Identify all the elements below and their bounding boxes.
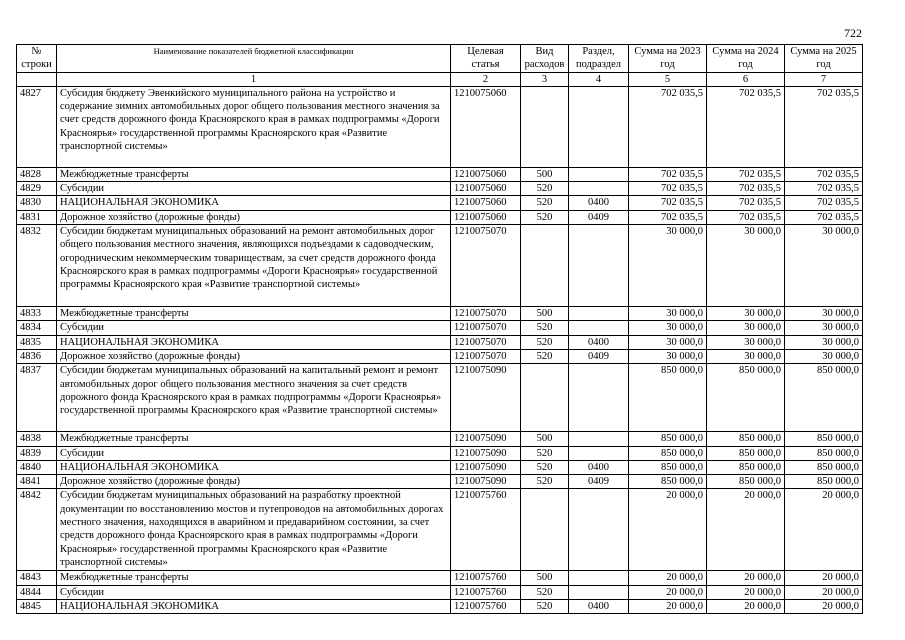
sum-2025: 702 035,5 <box>785 182 863 196</box>
row-number: 4830 <box>17 196 57 210</box>
header-sum-2024: Сумма на 2024 год <box>707 45 785 73</box>
sum-2024: 20 000,0 <box>707 600 785 614</box>
row-number: 4839 <box>17 446 57 460</box>
column-number: 4 <box>569 72 629 86</box>
target-article: 1210075060 <box>451 167 521 181</box>
table-row <box>17 600 863 614</box>
target-article: 1210075090 <box>451 460 521 474</box>
section-code <box>569 446 629 460</box>
expense-type: 520 <box>521 460 569 474</box>
indicator-name: Субсидии бюджетам муниципальных образований на разработку проектной документации по восстановлению мостов и путепроводов на автомобильных дорогах местного значения, находящихся в аварийном и предаварийном состоянии, за счет средств дорожного фонда Красноярского края в рамках подпрограммы «Дороги Красноярья» государственной программы Красноярского края «Развитие транспортной системы» <box>57 489 451 571</box>
row-number: 4832 <box>17 225 57 307</box>
sum-2023: 850 000,0 <box>629 446 707 460</box>
sum-2025: 20 000,0 <box>785 585 863 599</box>
sum-2025: 30 000,0 <box>785 225 863 307</box>
sum-2023: 20 000,0 <box>629 585 707 599</box>
table-row <box>17 432 863 446</box>
expense-type <box>521 225 569 307</box>
section-code <box>569 489 629 571</box>
row-number: 4833 <box>17 307 57 321</box>
expense-type: 520 <box>521 196 569 210</box>
section-code: 0400 <box>569 460 629 474</box>
page-number: 722 <box>844 26 862 40</box>
indicator-name: НАЦИОНАЛЬНАЯ ЭКОНОМИКА <box>57 600 451 614</box>
expense-type: 520 <box>521 600 569 614</box>
section-code: 0400 <box>569 335 629 349</box>
sum-2025: 30 000,0 <box>785 335 863 349</box>
table-row <box>17 225 863 307</box>
sum-2024: 702 035,5 <box>707 86 785 167</box>
indicator-name: Субсидии <box>57 182 451 196</box>
indicator-name: Субсидии <box>57 585 451 599</box>
target-article: 1210075760 <box>451 489 521 571</box>
sum-2023: 702 035,5 <box>629 210 707 224</box>
table-row <box>17 571 863 585</box>
header-row <box>17 45 863 73</box>
sum-2025: 20 000,0 <box>785 571 863 585</box>
expense-type <box>521 489 569 571</box>
sum-2025: 850 000,0 <box>785 364 863 432</box>
sum-2023: 20 000,0 <box>629 600 707 614</box>
sum-2024: 850 000,0 <box>707 432 785 446</box>
expense-type: 520 <box>521 446 569 460</box>
indicator-name: Межбюджетные трансферты <box>57 571 451 585</box>
header-expense-type: Вид расходов <box>521 45 569 73</box>
table-row <box>17 321 863 335</box>
header-section: Раздел, подраздел <box>569 45 629 73</box>
column-number: 2 <box>451 72 521 86</box>
sum-2025: 20 000,0 <box>785 489 863 571</box>
sum-2025: 702 035,5 <box>785 196 863 210</box>
sum-2025: 702 035,5 <box>785 167 863 181</box>
sum-2025: 702 035,5 <box>785 86 863 167</box>
expense-type: 520 <box>521 210 569 224</box>
sum-2024: 702 035,5 <box>707 210 785 224</box>
sum-2024: 20 000,0 <box>707 571 785 585</box>
row-number: 4842 <box>17 489 57 571</box>
section-code: 0400 <box>569 196 629 210</box>
sum-2025: 850 000,0 <box>785 432 863 446</box>
indicator-name: Межбюджетные трансферты <box>57 307 451 321</box>
table-row <box>17 585 863 599</box>
sum-2023: 850 000,0 <box>629 432 707 446</box>
sum-2024: 850 000,0 <box>707 460 785 474</box>
header-target-article: Целевая статья <box>451 45 521 73</box>
target-article: 1210075760 <box>451 571 521 585</box>
table-row <box>17 489 863 571</box>
expense-type: 520 <box>521 585 569 599</box>
target-article: 1210075060 <box>451 86 521 167</box>
table-row <box>17 475 863 489</box>
sum-2024: 850 000,0 <box>707 475 785 489</box>
target-article: 1210075090 <box>451 364 521 432</box>
section-code <box>569 225 629 307</box>
sum-2023: 20 000,0 <box>629 571 707 585</box>
sum-2025: 850 000,0 <box>785 475 863 489</box>
indicator-name: Дорожное хозяйство (дорожные фонды) <box>57 349 451 363</box>
sum-2023: 850 000,0 <box>629 460 707 474</box>
target-article: 1210075060 <box>451 182 521 196</box>
sum-2023: 30 000,0 <box>629 307 707 321</box>
sum-2024: 20 000,0 <box>707 585 785 599</box>
expense-type: 500 <box>521 432 569 446</box>
sum-2025: 20 000,0 <box>785 600 863 614</box>
section-code <box>569 585 629 599</box>
table-row <box>17 167 863 181</box>
sum-2024: 702 035,5 <box>707 196 785 210</box>
sum-2023: 850 000,0 <box>629 475 707 489</box>
sum-2024: 30 000,0 <box>707 349 785 363</box>
section-code <box>569 432 629 446</box>
expense-type: 520 <box>521 349 569 363</box>
section-code: 0409 <box>569 475 629 489</box>
table-row <box>17 196 863 210</box>
sum-2023: 702 035,5 <box>629 196 707 210</box>
row-number: 4841 <box>17 475 57 489</box>
sum-2025: 702 035,5 <box>785 210 863 224</box>
row-number: 4844 <box>17 585 57 599</box>
table-row <box>17 335 863 349</box>
indicator-name: Дорожное хозяйство (дорожные фонды) <box>57 210 451 224</box>
sum-2025: 850 000,0 <box>785 460 863 474</box>
row-number: 4836 <box>17 349 57 363</box>
section-code <box>569 86 629 167</box>
target-article: 1210075070 <box>451 335 521 349</box>
indicator-name: Межбюджетные трансферты <box>57 432 451 446</box>
sum-2024: 702 035,5 <box>707 167 785 181</box>
section-code: 0409 <box>569 349 629 363</box>
column-number: 7 <box>785 72 863 86</box>
table-row <box>17 446 863 460</box>
table-row <box>17 364 863 432</box>
row-number: 4843 <box>17 571 57 585</box>
sum-2023: 850 000,0 <box>629 364 707 432</box>
sum-2023: 30 000,0 <box>629 225 707 307</box>
sum-2025: 30 000,0 <box>785 349 863 363</box>
expense-type: 520 <box>521 335 569 349</box>
target-article: 1210075070 <box>451 349 521 363</box>
section-code <box>569 321 629 335</box>
target-article: 1210075760 <box>451 585 521 599</box>
row-number: 4835 <box>17 335 57 349</box>
sum-2024: 30 000,0 <box>707 307 785 321</box>
table-row <box>17 307 863 321</box>
budget-table <box>16 44 863 614</box>
target-article: 1210075070 <box>451 321 521 335</box>
header-sum-2023: Сумма на 2023 год <box>629 45 707 73</box>
expense-type: 520 <box>521 321 569 335</box>
section-code <box>569 307 629 321</box>
indicator-name: Субсидии <box>57 446 451 460</box>
indicator-name: Межбюджетные трансферты <box>57 167 451 181</box>
indicator-name: НАЦИОНАЛЬНАЯ ЭКОНОМИКА <box>57 335 451 349</box>
target-article: 1210075760 <box>451 600 521 614</box>
expense-type: 520 <box>521 475 569 489</box>
sum-2025: 30 000,0 <box>785 307 863 321</box>
target-article: 1210075060 <box>451 210 521 224</box>
section-code: 0409 <box>569 210 629 224</box>
column-number: 5 <box>629 72 707 86</box>
sum-2023: 30 000,0 <box>629 335 707 349</box>
target-article: 1210075070 <box>451 225 521 307</box>
column-number <box>17 72 57 86</box>
column-number: 3 <box>521 72 569 86</box>
row-number: 4828 <box>17 167 57 181</box>
target-article: 1210075090 <box>451 432 521 446</box>
section-code: 0400 <box>569 600 629 614</box>
sum-2023: 702 035,5 <box>629 86 707 167</box>
sum-2024: 850 000,0 <box>707 364 785 432</box>
sum-2024: 20 000,0 <box>707 489 785 571</box>
row-number: 4829 <box>17 182 57 196</box>
table-row <box>17 182 863 196</box>
sum-2024: 30 000,0 <box>707 321 785 335</box>
expense-type: 520 <box>521 182 569 196</box>
sum-2023: 30 000,0 <box>629 321 707 335</box>
table-row <box>17 349 863 363</box>
row-number: 4834 <box>17 321 57 335</box>
sum-2023: 702 035,5 <box>629 167 707 181</box>
header-row-number: № строки <box>17 45 57 73</box>
sum-2025: 850 000,0 <box>785 446 863 460</box>
table-row <box>17 86 863 167</box>
expense-type <box>521 86 569 167</box>
row-number: 4838 <box>17 432 57 446</box>
target-article: 1210075070 <box>451 307 521 321</box>
column-number-row <box>17 72 863 86</box>
target-article: 1210075090 <box>451 475 521 489</box>
sum-2025: 30 000,0 <box>785 321 863 335</box>
sum-2023: 20 000,0 <box>629 489 707 571</box>
table-row <box>17 210 863 224</box>
section-code <box>569 167 629 181</box>
column-number: 1 <box>57 72 451 86</box>
section-code <box>569 182 629 196</box>
indicator-name: Субсидии бюджетам муниципальных образований на ремонт автомобильных дорог общего пользования местного значения, являющихся подъездами к садоводческим, огородническим некоммерческим товариществам, за счет средств дорожного фонда Красноярского края в рамках подпрограммы «Дороги Красноярья» государственной программы Красноярского края «Развитие транспортной системы» <box>57 225 451 307</box>
row-number: 4845 <box>17 600 57 614</box>
expense-type <box>521 364 569 432</box>
target-article: 1210075090 <box>451 446 521 460</box>
indicator-name: Дорожное хозяйство (дорожные фонды) <box>57 475 451 489</box>
expense-type: 500 <box>521 307 569 321</box>
indicator-name: Субсидия бюджету Эвенкийского муниципального района на устройство и содержание зимних автомобильных дорог общего пользования местного значения за счет средств дорожного фонда Красноярского края в рамках подпрограммы «Дороги Красноярья» государственной программы Красноярского края «Развитие транспортной системы» <box>57 86 451 167</box>
expense-type: 500 <box>521 571 569 585</box>
section-code <box>569 571 629 585</box>
section-code <box>569 364 629 432</box>
header-sum-2025: Сумма на 2025 год <box>785 45 863 73</box>
sum-2024: 702 035,5 <box>707 182 785 196</box>
row-number: 4840 <box>17 460 57 474</box>
sum-2024: 30 000,0 <box>707 335 785 349</box>
column-number: 6 <box>707 72 785 86</box>
indicator-name: Субсидии <box>57 321 451 335</box>
sum-2024: 30 000,0 <box>707 225 785 307</box>
sum-2023: 702 035,5 <box>629 182 707 196</box>
header-indicator-name: Наименование показателей бюджетной классификации <box>57 45 451 73</box>
indicator-name: НАЦИОНАЛЬНАЯ ЭКОНОМИКА <box>57 460 451 474</box>
expense-type: 500 <box>521 167 569 181</box>
table-row <box>17 460 863 474</box>
row-number: 4837 <box>17 364 57 432</box>
sum-2023: 30 000,0 <box>629 349 707 363</box>
row-number: 4827 <box>17 86 57 167</box>
indicator-name: Субсидии бюджетам муниципальных образований на капитальный ремонт и ремонт автомобильных дорог общего пользования местного значения за счет средств дорожного фонда Красноярского края в рамках подпрограммы «Дороги Красноярья» государственной программы Красноярского края «Развитие транспортной системы» <box>57 364 451 432</box>
row-number: 4831 <box>17 210 57 224</box>
target-article: 1210075060 <box>451 196 521 210</box>
sum-2024: 850 000,0 <box>707 446 785 460</box>
indicator-name: НАЦИОНАЛЬНАЯ ЭКОНОМИКА <box>57 196 451 210</box>
